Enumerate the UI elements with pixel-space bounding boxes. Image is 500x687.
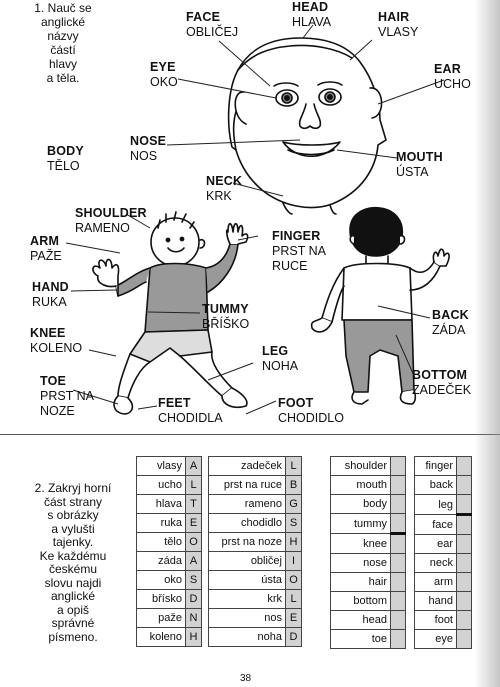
- label-shoulder: [75, 206, 147, 236]
- answer-box[interactable]: [391, 495, 406, 514]
- label-czech: ZÁDA: [432, 323, 466, 337]
- label-english: NOSE: [130, 134, 167, 148]
- answer-box[interactable]: [457, 535, 472, 554]
- table-row: [137, 609, 202, 628]
- table-row: [331, 495, 406, 514]
- task2-line: [28, 482, 118, 496]
- label-czech: CHODIDLO: [278, 411, 344, 425]
- code-letter: S: [186, 571, 202, 590]
- label-english: FINGER: [272, 229, 321, 243]
- answer-box[interactable]: [457, 515, 472, 535]
- label-head: [292, 0, 331, 30]
- answer-box[interactable]: [391, 630, 406, 649]
- task2-number: 2.: [34, 481, 45, 495]
- czech-word: obličej: [209, 552, 286, 571]
- table-row: [137, 571, 202, 590]
- label-czech: ZADEČEK: [412, 383, 472, 397]
- label-hand: [32, 280, 69, 310]
- task2-text: anglické: [50, 589, 96, 603]
- task1-text: Nauč se: [47, 1, 92, 15]
- czech-word: prst na ruce: [209, 476, 286, 495]
- task2-text: tajenky.: [52, 535, 94, 549]
- answer-box[interactable]: [391, 534, 406, 554]
- code-letter: L: [286, 457, 302, 476]
- table-row: [331, 457, 406, 476]
- czech-letter-table-2: [208, 456, 302, 647]
- table-row: [209, 476, 302, 495]
- czech-word: prst na noze: [209, 533, 286, 552]
- answer-box[interactable]: [391, 476, 406, 495]
- label-leg: [262, 344, 298, 374]
- task1-text: anglické: [40, 15, 86, 29]
- english-word: arm: [415, 573, 457, 592]
- label-tummy: [202, 302, 249, 332]
- label-english: BOTTOM: [412, 368, 468, 382]
- english-word: ear: [415, 535, 457, 554]
- english-word: head: [331, 611, 391, 630]
- english-word: nose: [331, 554, 391, 573]
- table-row: [415, 515, 472, 535]
- label-arm: [30, 234, 62, 264]
- table-row: [209, 590, 302, 609]
- code-letter: E: [186, 514, 202, 533]
- english-word: foot: [415, 611, 457, 630]
- code-letter: S: [286, 514, 302, 533]
- label-english: HAND: [32, 280, 69, 294]
- code-letter: O: [186, 533, 202, 552]
- label-english: HEAD: [292, 0, 329, 14]
- label-czech: TĚLO: [47, 159, 80, 173]
- table-row: [415, 476, 472, 495]
- label-czech: KRK: [206, 189, 232, 203]
- czech-word: krk: [209, 590, 286, 609]
- answer-box[interactable]: [391, 457, 406, 476]
- label-english: EYE: [150, 60, 176, 74]
- english-word: back: [415, 476, 457, 495]
- table-row: [137, 533, 202, 552]
- label-body: [47, 144, 84, 174]
- czech-letter-table-1: [136, 456, 202, 647]
- answer-box[interactable]: [457, 611, 472, 630]
- czech-word: ruka: [137, 514, 186, 533]
- label-english: BODY: [47, 144, 84, 158]
- answer-box[interactable]: [391, 573, 406, 592]
- answer-box[interactable]: [391, 611, 406, 630]
- english-word: tummy: [331, 514, 391, 534]
- code-letter: N: [186, 609, 202, 628]
- label-knee: [30, 326, 82, 356]
- czech-word: zadeček: [209, 457, 286, 476]
- task2-text: a vylušti: [51, 521, 95, 536]
- code-letter: L: [186, 476, 202, 495]
- code-letter: G: [286, 495, 302, 514]
- table-row: [137, 628, 202, 647]
- english-word: toe: [331, 630, 391, 649]
- table-row: [137, 514, 202, 533]
- english-word: leg: [415, 495, 457, 515]
- czech-word: vlasy: [137, 457, 186, 476]
- label-czech: OBLIČEJ: [186, 25, 239, 39]
- table-row: [415, 630, 472, 649]
- label-czech: PRST NA RUCE: [272, 244, 326, 273]
- english-word: neck: [415, 554, 457, 573]
- label-bottom: [412, 368, 471, 398]
- label-english: BACK: [432, 308, 469, 322]
- label-english: MOUTH: [396, 150, 443, 164]
- english-answer-table-1: [330, 456, 406, 649]
- english-word: knee: [331, 534, 391, 554]
- answer-box[interactable]: [391, 554, 406, 573]
- label-english: FOOT: [278, 396, 314, 410]
- label-czech: CHODIDLA: [158, 411, 223, 425]
- english-word: bottom: [331, 592, 391, 611]
- task2-text: českému: [48, 562, 98, 576]
- label-neck: [206, 174, 242, 204]
- answer-box[interactable]: [457, 457, 472, 476]
- answer-box[interactable]: [457, 573, 472, 592]
- table-row: [209, 533, 302, 552]
- label-czech: ÚSTA: [396, 165, 429, 179]
- label-czech: PAŽE: [30, 249, 62, 263]
- czech-word: hlava: [137, 495, 186, 514]
- task2-text: část strany: [43, 494, 103, 509]
- label-face: [186, 10, 238, 40]
- label-english: SHOULDER: [75, 206, 147, 220]
- task1-text: částí: [50, 43, 76, 57]
- czech-word: rameno: [209, 495, 286, 514]
- code-letter: O: [286, 571, 302, 590]
- task2-text: a opiš: [56, 602, 90, 617]
- label-english: TUMMY: [202, 302, 249, 316]
- english-answer-table-2: [414, 456, 472, 649]
- table-row: [331, 476, 406, 495]
- czech-word: oko: [137, 571, 186, 590]
- answer-box[interactable]: [391, 514, 406, 534]
- label-english: HAIR: [378, 10, 410, 24]
- label-czech: HLAVA: [292, 15, 332, 29]
- label-foot: [278, 396, 344, 426]
- table-row: [209, 571, 302, 590]
- task1-text: a těla.: [46, 71, 80, 85]
- label-czech: VLASY: [378, 25, 419, 39]
- code-letter: E: [286, 609, 302, 628]
- table-row: [331, 573, 406, 592]
- label-english: FACE: [186, 10, 221, 24]
- label-toe: [40, 374, 110, 419]
- label-english: KNEE: [30, 326, 66, 340]
- label-english: EAR: [434, 62, 461, 76]
- czech-word: záda: [137, 552, 186, 571]
- code-letter: T: [186, 495, 202, 514]
- table-row: [331, 534, 406, 554]
- answer-box[interactable]: [457, 495, 472, 515]
- task2-text: s obrázky: [47, 508, 99, 522]
- label-english: TOE: [40, 374, 67, 388]
- label-feet: [158, 396, 223, 426]
- task1-line: [30, 1, 96, 15]
- label-czech: RUKA: [32, 295, 67, 309]
- english-word: finger: [415, 457, 457, 476]
- code-letter: H: [186, 628, 202, 647]
- task1-instructions: [30, 1, 96, 85]
- table-row: [331, 611, 406, 630]
- answer-box[interactable]: [457, 476, 472, 495]
- czech-word: ucho: [137, 476, 186, 495]
- table-row: [415, 535, 472, 554]
- table-row: [415, 554, 472, 573]
- task2-text: Ke každému: [39, 548, 107, 563]
- label-back: [432, 308, 469, 338]
- task2-text: správné: [51, 616, 95, 630]
- english-word: hair: [331, 573, 391, 592]
- czech-word: paže: [137, 609, 186, 628]
- table-row: [331, 630, 406, 649]
- label-finger: [272, 229, 334, 274]
- page-number: 38: [240, 673, 252, 684]
- table-row: [137, 476, 202, 495]
- label-english: LEG: [262, 344, 289, 358]
- czech-word: noha: [209, 628, 286, 647]
- label-ear: [434, 62, 471, 92]
- page-edge-shadow: [474, 0, 500, 687]
- section-divider: [0, 434, 500, 435]
- table-row: [209, 628, 302, 647]
- czech-word: břísko: [137, 590, 186, 609]
- code-letter: B: [286, 476, 302, 495]
- label-czech: UCHO: [434, 77, 471, 91]
- czech-word: koleno: [137, 628, 186, 647]
- table-row: [209, 495, 302, 514]
- table-row: [137, 457, 202, 476]
- label-mouth: [396, 150, 443, 180]
- label-czech: OKO: [150, 75, 178, 89]
- czech-word: ústa: [209, 571, 286, 590]
- table-row: [415, 611, 472, 630]
- czech-word: nos: [209, 609, 286, 628]
- task2-instructions: [28, 482, 118, 644]
- label-english: NECK: [206, 174, 243, 188]
- label-czech: RAMENO: [75, 221, 130, 235]
- table-row: [209, 514, 302, 533]
- english-word: hand: [415, 592, 457, 611]
- code-letter: I: [286, 552, 302, 571]
- label-eye: [150, 60, 178, 90]
- label-nose: [130, 134, 166, 164]
- table-row: [415, 457, 472, 476]
- answer-box[interactable]: [391, 592, 406, 611]
- english-word: mouth: [331, 476, 391, 495]
- code-letter: D: [286, 628, 302, 647]
- table-row: [137, 495, 202, 514]
- table-row: [331, 554, 406, 573]
- czech-word: chodidlo: [209, 514, 286, 533]
- table-row: [209, 457, 302, 476]
- task2-text: Zakryj horní: [48, 481, 112, 495]
- label-czech: NOS: [130, 149, 158, 163]
- task2-text: slovu najdi: [44, 575, 102, 590]
- table-row: [137, 552, 202, 571]
- english-word: eye: [415, 630, 457, 649]
- english-word: face: [415, 515, 457, 535]
- answer-box[interactable]: [457, 554, 472, 573]
- label-czech: PRST NA NOZE: [40, 389, 94, 418]
- label-english: ARM: [30, 234, 60, 248]
- code-letter: L: [286, 590, 302, 609]
- table-row: [331, 592, 406, 611]
- table-row: [209, 552, 302, 571]
- code-letter: A: [186, 552, 202, 571]
- code-letter: H: [286, 533, 302, 552]
- table-row: [415, 573, 472, 592]
- answer-box[interactable]: [457, 630, 472, 649]
- task1-text: názvy: [47, 29, 79, 43]
- label-czech: KOLENO: [30, 341, 83, 355]
- english-word: body: [331, 495, 391, 514]
- label-czech: NOHA: [262, 359, 299, 373]
- code-letter: A: [186, 457, 202, 476]
- task1-text: hlavy: [48, 57, 77, 71]
- task1-number: 1.: [34, 1, 45, 15]
- table-row: [415, 495, 472, 515]
- table-row: [415, 592, 472, 611]
- code-letter: D: [186, 590, 202, 609]
- table-row: [209, 609, 302, 628]
- label-english: FEET: [158, 396, 191, 410]
- english-word: shoulder: [331, 457, 391, 476]
- answer-box[interactable]: [457, 592, 472, 611]
- task2-text: písmeno.: [48, 629, 98, 644]
- label-hair: [378, 10, 418, 40]
- czech-word: tělo: [137, 533, 186, 552]
- label-czech: BŘÍŠKO: [202, 317, 250, 331]
- table-row: [137, 590, 202, 609]
- table-row: [331, 514, 406, 534]
